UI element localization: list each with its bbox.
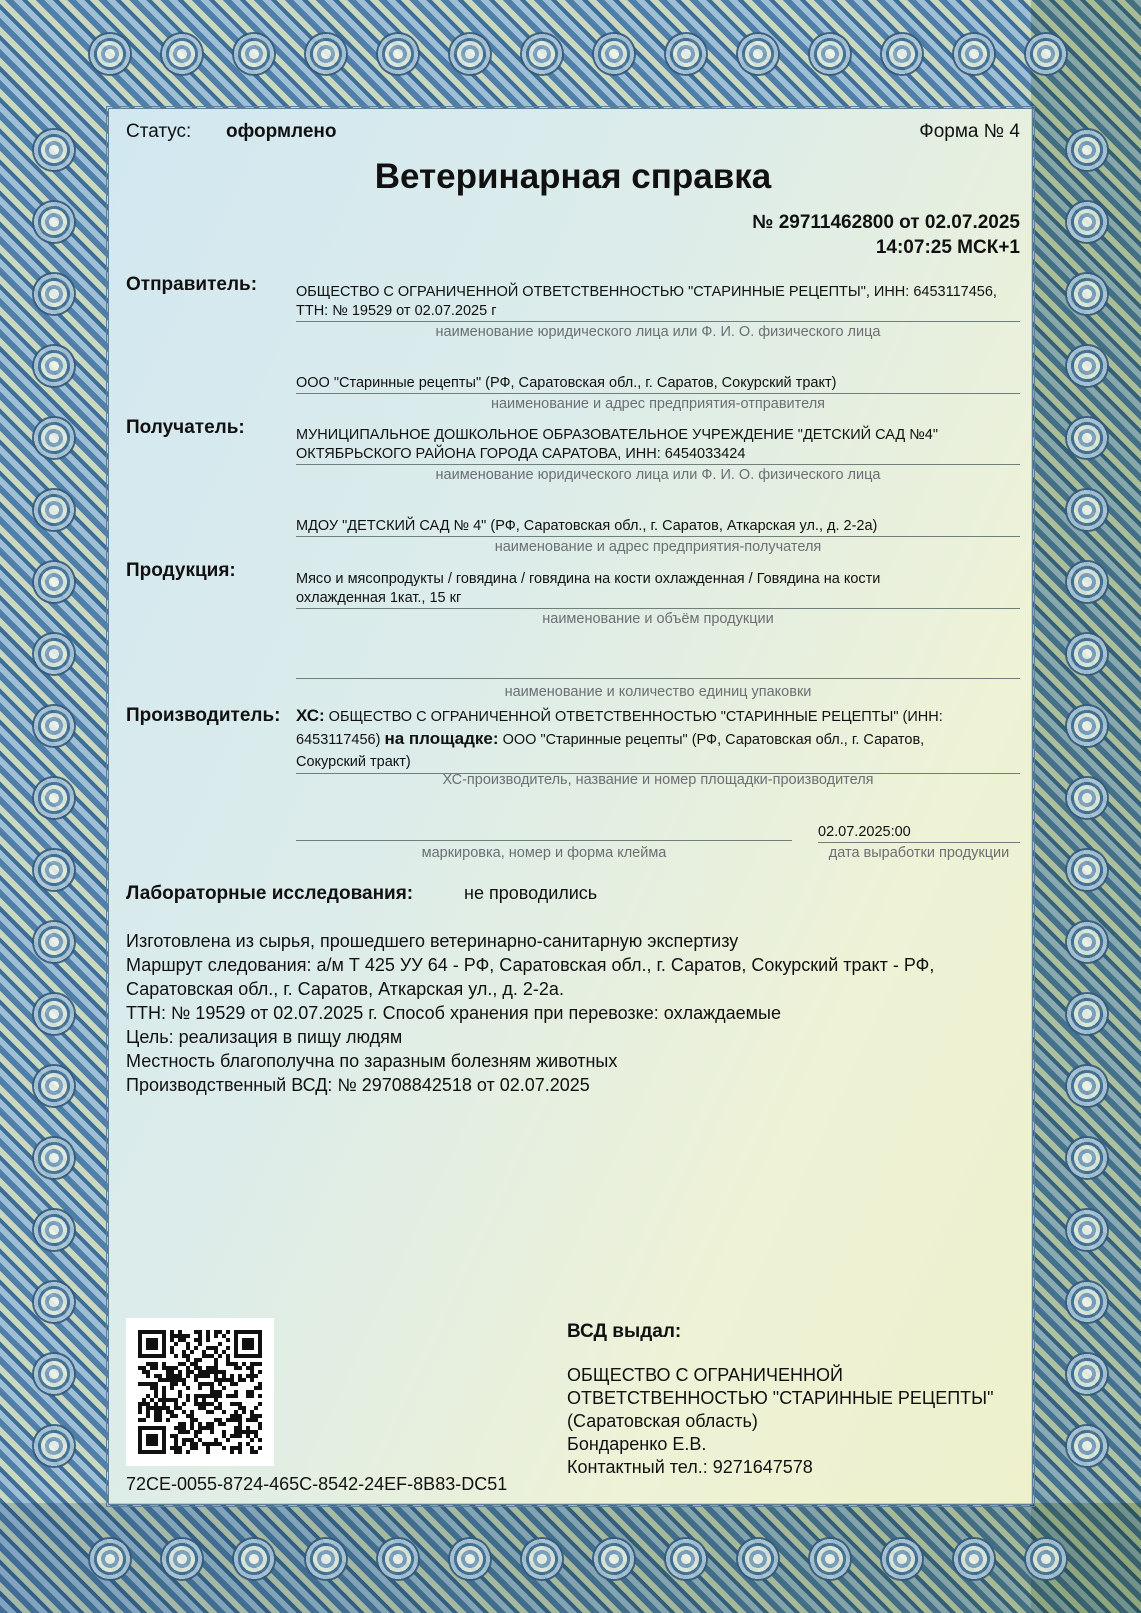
issuer-line: Контактный тел.: 9271647578 <box>567 1457 813 1477</box>
border-rosette <box>32 1208 76 1252</box>
border-rosette <box>376 32 420 76</box>
document-number-time: 14:07:25 МСК+1 <box>875 237 1020 258</box>
border-rosette <box>808 1537 852 1581</box>
border-rosette <box>232 32 276 76</box>
note-line: Цель: реализация в пищу людям <box>126 1027 403 1047</box>
border-rosette <box>880 32 924 76</box>
border-rosette <box>160 32 204 76</box>
border-rosette <box>1024 1537 1068 1581</box>
packaging-field <box>296 678 1020 679</box>
site-text: ООО "Старинные рецепты" (РФ, Саратовская обл., г. Саратов, <box>502 732 925 748</box>
note-line: Изготовлена из сырья, прошедшего ветеринарно-санитарную экспертизу <box>126 931 739 951</box>
lab-value: не проводились <box>464 883 598 903</box>
border-rosette <box>88 1537 132 1581</box>
product-name-field <box>296 570 1020 609</box>
border-rosette <box>88 32 132 76</box>
sender-name-hint: наименование юридического лица или Ф. И. О. физического лица <box>435 324 881 340</box>
border-rosette <box>1065 200 1109 244</box>
recipient-name-hint: наименование юридического лица или Ф. И. О. физического лица <box>435 467 881 483</box>
border-rosette <box>32 200 76 244</box>
recipient-enterprise-hint: наименование и адрес предприятия-получателя <box>494 539 822 555</box>
border-rosette <box>1065 1352 1109 1396</box>
producer-field <box>296 705 1020 774</box>
site-text-cont: Сокурский тракт) <box>296 754 411 770</box>
border-rosette <box>32 848 76 892</box>
sender-enterprise-field: ООО "Старинные рецепты" (РФ, Саратовская обл., г. Саратов, Сокурский тракт) <box>296 374 1020 394</box>
border-rosette <box>32 1136 76 1180</box>
border-rosette <box>1024 32 1068 76</box>
border-rosette <box>32 704 76 748</box>
border-rosette <box>1065 1280 1109 1324</box>
note-line: Местность благополучна по заразным болезням животных <box>126 1051 618 1071</box>
product-name-line2: охлажденная 1кат., 15 кг <box>296 590 462 606</box>
issuer-line: Бондаренко Е.В. <box>567 1434 707 1454</box>
border-rosette <box>880 1537 924 1581</box>
border-rosette <box>448 1537 492 1581</box>
recipient-name-field <box>296 426 1020 465</box>
marking-hint: маркировка, номер и форма клейма <box>421 845 667 861</box>
sender-name-line2: ТТН: № 19529 от 02.07.2025 г <box>296 303 497 319</box>
status-value: оформлено <box>226 121 337 142</box>
border-rosette <box>32 1280 76 1324</box>
sender-name-field <box>296 283 1020 322</box>
border-rosette <box>232 1537 276 1581</box>
issuer-info <box>567 1364 993 1479</box>
sender-label: Отправитель: <box>126 274 258 295</box>
border-rosette <box>304 1537 348 1581</box>
document-guid: 72CE-0055-8724-465C-8542-24EF-8B83-DC51 <box>126 1474 508 1494</box>
product-label: Продукция: <box>126 560 236 581</box>
border-rosette <box>32 632 76 676</box>
producer-hint: ХС-производитель, название и номер площадки-производителя <box>442 772 874 788</box>
xs-text-inn: 6453117456) <box>296 732 381 748</box>
note-line: ТТН: № 19529 от 02.07.2025 г. Способ хранения при перевозке: охлаждаемые <box>126 1003 781 1023</box>
xs-text: ОБЩЕСТВО С ОГРАНИЧЕННОЙ ОТВЕТСТВЕННОСТЬЮ "СТАРИННЫЕ РЕЦЕПТЫ" (ИНН: <box>328 709 943 725</box>
producer-label: Производитель: <box>126 705 281 726</box>
marking-field <box>296 840 792 841</box>
xs-label: ХС: <box>296 706 325 725</box>
status-label: Статус: <box>126 121 192 142</box>
border-rosette <box>664 1537 708 1581</box>
document-number <box>752 210 1020 260</box>
product-name-line1: Мясо и мясопродукты / говядина / говядина на кости охлажденная / Говядина на кости <box>296 571 881 587</box>
note-line: Маршрут следования: а/м Т 425 УУ 64 - РФ, Саратовская обл., г. Саратов, Сокурский тракт - РФ, <box>126 955 935 975</box>
border-rosette <box>1065 1064 1109 1108</box>
border-rosette <box>1065 344 1109 388</box>
border-rosette <box>32 920 76 964</box>
border-rosette <box>160 1537 204 1581</box>
packaging-hint: наименование и количество единиц упаковки <box>504 684 812 700</box>
border-rosette <box>1065 488 1109 532</box>
border-rosette <box>1065 632 1109 676</box>
border-rosette <box>736 32 780 76</box>
border-rosette <box>304 32 348 76</box>
border-rosette <box>1065 992 1109 1036</box>
issuer-line: (Саратовская область) <box>567 1411 758 1431</box>
border-rosette <box>808 32 852 76</box>
border-rosette <box>1065 272 1109 316</box>
recipient-enterprise-field: МДОУ "ДЕТСКИЙ САД № 4" (РФ, Саратовская обл., г. Саратов, Аткарская ул., д. 2-2а) <box>296 517 1020 537</box>
border-rosette <box>32 1064 76 1108</box>
border-rosette <box>1065 416 1109 460</box>
border-rosette <box>448 32 492 76</box>
product-name-hint: наименование и объём продукции <box>542 611 774 627</box>
lab-label: Лабораторные исследования: <box>126 883 414 904</box>
border-rosette <box>1065 560 1109 604</box>
border-rosette <box>376 1537 420 1581</box>
border-rosette <box>952 32 996 76</box>
border-rosette <box>592 1537 636 1581</box>
sender-enterprise-hint: наименование и адрес предприятия-отправителя <box>490 396 826 412</box>
border-rosette <box>1065 1424 1109 1468</box>
border-rosette <box>32 344 76 388</box>
production-date-field: 02.07.2025:00 <box>818 823 1020 843</box>
page-title: Ветеринарная справка <box>374 157 772 196</box>
recipient-label: Получатель: <box>126 417 245 438</box>
recipient-name-line2: ОКТЯБРЬСКОГО РАЙОНА ГОРОДА САРАТОВА, ИНН: 6454033424 <box>296 446 746 462</box>
border-rosette <box>32 488 76 532</box>
recipient-name-line1: МУНИЦИПАЛЬНОЕ ДОШКОЛЬНОЕ ОБРАЗОВАТЕЛЬНОЕ УЧРЕЖДЕНИЕ "ДЕТСКИЙ САД №4" <box>296 427 939 443</box>
border-rosette <box>32 1352 76 1396</box>
border-rosette <box>592 32 636 76</box>
border-rosette <box>664 32 708 76</box>
qr-code <box>126 1318 274 1466</box>
border-rosette <box>32 416 76 460</box>
production-date-hint: дата выработки продукции <box>828 845 1010 861</box>
border-rosette <box>1065 1136 1109 1180</box>
border-rosette <box>1065 1208 1109 1252</box>
border-rosette <box>32 128 76 172</box>
border-rosette <box>32 992 76 1036</box>
issuer-line: ОТВЕТСТВЕННОСТЬЮ "СТАРИННЫЕ РЕЦЕПТЫ" <box>567 1388 994 1408</box>
note-line: Производственный ВСД: № 29708842518 от 02.07.2025 <box>126 1075 590 1095</box>
border-rosette <box>520 1537 564 1581</box>
note-line: Саратовская обл., г. Саратов, Аткарская ул., д. 2-2а. <box>126 979 564 999</box>
sender-name-line1: ОБЩЕСТВО С ОГРАНИЧЕННОЙ ОТВЕТСТВЕННОСТЬЮ "СТАРИННЫЕ РЕЦЕПТЫ", ИНН: 6453117456, <box>296 284 997 300</box>
issued-by-label: ВСД выдал: <box>567 1321 682 1342</box>
border-rosette <box>32 560 76 604</box>
border-rosette <box>32 1424 76 1468</box>
border-rosette <box>32 272 76 316</box>
special-notes <box>126 929 1020 1097</box>
border-rosette <box>520 32 564 76</box>
border-rosette <box>1065 920 1109 964</box>
border-rosette <box>1065 704 1109 748</box>
document-number-line1: № 29711462800 от 02.07.2025 <box>752 212 1020 233</box>
form-number: Форма № 4 <box>919 121 1020 142</box>
border-rosette <box>1065 776 1109 820</box>
border-rosette <box>736 1537 780 1581</box>
border-rosette <box>32 776 76 820</box>
border-rosette <box>1065 128 1109 172</box>
issuer-line: ОБЩЕСТВО С ОГРАНИЧЕННОЙ <box>567 1365 843 1385</box>
border-rosette <box>952 1537 996 1581</box>
site-label: на площадке: <box>384 729 499 748</box>
border-rosette <box>1065 848 1109 892</box>
